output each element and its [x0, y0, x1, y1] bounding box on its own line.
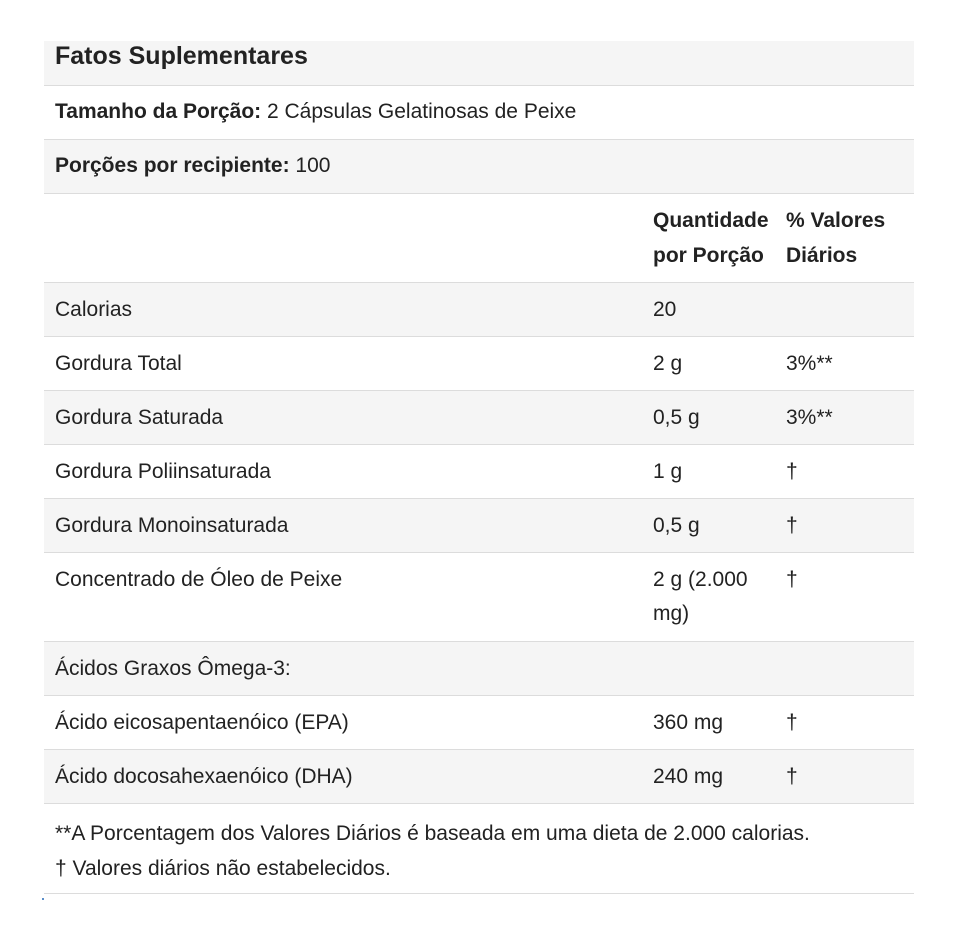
nutrient-dv — [786, 283, 914, 293]
table-row — [44, 445, 914, 499]
nutrient-dv: † — [786, 514, 798, 537]
nutrient-name: Calorias — [55, 298, 133, 321]
servings-per-container-label: Porções por recipiente: — [55, 154, 290, 177]
table-row — [44, 283, 914, 337]
nutrient-name: Gordura Total — [55, 352, 182, 375]
table-row — [44, 642, 914, 696]
table-row — [44, 337, 914, 391]
table-row — [44, 696, 914, 750]
nutrient-name: Gordura Monoinsaturada — [55, 514, 289, 537]
nutrient-dv: † — [786, 568, 798, 591]
stray-dot — [42, 898, 44, 900]
nutrient-amount: 360 mg — [653, 711, 724, 734]
table-row — [44, 750, 914, 804]
nutrient-amount: 20 — [653, 298, 677, 321]
nutrient-dv: † — [786, 765, 798, 788]
nutrient-amount — [643, 642, 786, 652]
daily-value-footnote: **A Porcentagem dos Valores Diários é baseada em uma dieta de 2.000 calorias. — [55, 822, 810, 845]
not-established-footnote: † Valores diários não estabelecidos. — [55, 857, 391, 880]
nutrient-name: Ácido eicosapentaenóico (EPA) — [55, 711, 349, 734]
nutrient-amount: 240 mg — [653, 765, 724, 788]
nutrient-name: Ácido docosahexaenóico (DHA) — [55, 765, 353, 788]
nutrient-name: Concentrado de Óleo de Peixe — [55, 568, 343, 591]
title-row — [44, 41, 914, 86]
table-row — [44, 553, 914, 642]
nutrient-amount: 1 g — [653, 460, 683, 483]
nutrient-name: Gordura Poliinsaturada — [55, 460, 271, 483]
header-empty-cell — [44, 194, 643, 203]
nutrient-name: Ácidos Graxos Ômega-3: — [55, 657, 291, 680]
serving-size-value: 2 Cápsulas Gelatinosas de Peixe — [267, 100, 577, 123]
table-row — [44, 499, 914, 553]
servings-per-container-value: 100 — [295, 154, 331, 177]
nutrient-amount: 2 g (2.000 mg) — [653, 568, 748, 625]
nutrient-dv: 3%** — [786, 352, 833, 375]
serving-size-row — [44, 86, 914, 140]
panel-title: Fatos Suplementares — [55, 42, 308, 70]
nutrient-amount: 0,5 g — [653, 514, 700, 537]
servings-per-container-row — [44, 140, 914, 194]
footnotes — [44, 804, 914, 894]
nutrient-amount: 0,5 g — [653, 406, 700, 429]
nutrient-dv: † — [786, 711, 798, 734]
nutrient-dv: † — [786, 460, 798, 483]
header-daily-value: % Valores Diários — [786, 209, 886, 267]
nutrient-dv — [786, 642, 914, 652]
nutrient-amount: 2 g — [653, 352, 683, 375]
serving-size-label: Tamanho da Porção: — [55, 100, 262, 123]
header-amount: Quantidade por Porção — [653, 209, 769, 267]
table-row — [44, 391, 914, 445]
supplement-facts-panel — [44, 41, 914, 894]
nutrient-name: Gordura Saturada — [55, 406, 224, 429]
nutrient-dv: 3%** — [786, 406, 833, 429]
column-header-row — [44, 194, 914, 283]
